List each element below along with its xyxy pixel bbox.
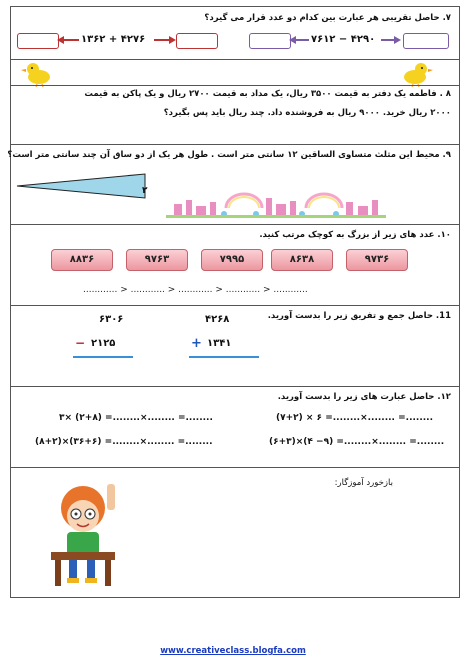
plus-sign: + bbox=[191, 336, 202, 351]
town-rainbow-decoration-icon bbox=[166, 184, 386, 218]
expression-3: (۸+۲)×(۳۶+۶) =........×........ =........ bbox=[35, 437, 213, 447]
triangle-base-label: ۲ bbox=[142, 186, 148, 196]
right-arrow-icon bbox=[154, 35, 176, 45]
addition-bottom: ۱۳۴۱ bbox=[207, 338, 232, 349]
teacher-feedback-section bbox=[11, 468, 459, 597]
question-10 bbox=[11, 225, 459, 306]
expression-4: (۶+۳)×(۴ −۹) =........×........ =........ bbox=[269, 437, 445, 447]
addition-top: ۴۲۶۸ bbox=[205, 314, 230, 325]
number-card: ۷۹۹۵ bbox=[201, 249, 263, 271]
q7-left-answer-box-1[interactable] bbox=[17, 33, 59, 49]
q7-right-answer-box-1[interactable] bbox=[249, 33, 291, 49]
left-arrow-icon bbox=[289, 35, 309, 45]
q7-right-answer-box-2[interactable] bbox=[403, 33, 449, 49]
q7-left-answer-box-2[interactable] bbox=[176, 33, 218, 49]
question-9 bbox=[7, 144, 459, 225]
number-card: ۸۸۳۶ bbox=[51, 249, 113, 271]
ordering-answer-line[interactable]: ............ > ............ > ............ > ............ > ............ bbox=[83, 285, 308, 295]
feedback-label: بازخورد آموزگار: bbox=[334, 478, 393, 488]
footer-link[interactable]: www.creativeclass.blogfa.com bbox=[160, 646, 306, 656]
number-card: ۹۷۳۶ bbox=[346, 249, 408, 271]
q7-title: ۷. حاصل تقریبی هر عبارت بین کدام دو عدد قرار می گیرد؟ bbox=[204, 13, 451, 23]
number-card: ۹۷۶۳ bbox=[126, 249, 188, 271]
left-arrow-icon bbox=[57, 35, 79, 45]
q12-title: ۱۲. حاصل عبارت های زیر را بدست آورید. bbox=[277, 392, 451, 402]
right-arrow-icon bbox=[381, 35, 401, 45]
question-7 bbox=[11, 7, 459, 60]
number-card: ۸۶۳۸ bbox=[271, 249, 333, 271]
q7-left-expression: ۱۳۶۲ + ۴۲۷۶ bbox=[81, 34, 146, 45]
q10-title: ۱۰. عدد های زیر از بزرگ به کوچک مرتب کنید. bbox=[259, 230, 451, 240]
subtraction-answer-line[interactable] bbox=[73, 356, 133, 358]
isosceles-triangle bbox=[15, 172, 155, 200]
question-8 bbox=[11, 85, 459, 145]
subtraction-top: ۶۳۰۶ bbox=[99, 314, 124, 325]
subtraction-bottom: ۲۱۲۵ bbox=[91, 338, 116, 349]
addition-answer-line[interactable] bbox=[189, 356, 259, 358]
schoolboy-illustration-icon bbox=[41, 478, 131, 588]
duck-icon bbox=[21, 59, 57, 87]
worksheet-frame bbox=[7, 6, 460, 598]
q8-line-1: ۸ . فاطمه یک دفتر به قیمت ۳۵۰۰ ریال، یک مداد به قیمت ۲۷۰۰ ریال و یک پاکن به قیمت bbox=[84, 89, 451, 99]
q9-title: ۹. محیط این مثلث متساوی الساقین ۱۲ سانتی متر است . طول هر یک از دو ساق آن چند سانتی متر است؟ bbox=[7, 150, 451, 160]
minus-sign: − bbox=[75, 336, 86, 350]
question-11 bbox=[11, 306, 459, 387]
q8-line-2: ۲۰۰۰ ریال خرید. ۹۰۰۰ ریال به فروشنده داد. چند ریال باید پس بگیرد؟ bbox=[163, 108, 451, 118]
question-12 bbox=[11, 387, 459, 468]
q11-title: 11. حاصل جمع و تفریق زیر را بدست آورید. bbox=[267, 311, 451, 321]
duck-icon bbox=[397, 59, 433, 87]
expression-1: ۳× (۲+۸) =........×........ =........ bbox=[59, 413, 213, 423]
q7-right-expression: ۷۶۱۲ − ۴۲۹۰ bbox=[311, 34, 376, 45]
expression-2: (۷+۲) × ۶ =........×........ =........ bbox=[276, 413, 433, 423]
